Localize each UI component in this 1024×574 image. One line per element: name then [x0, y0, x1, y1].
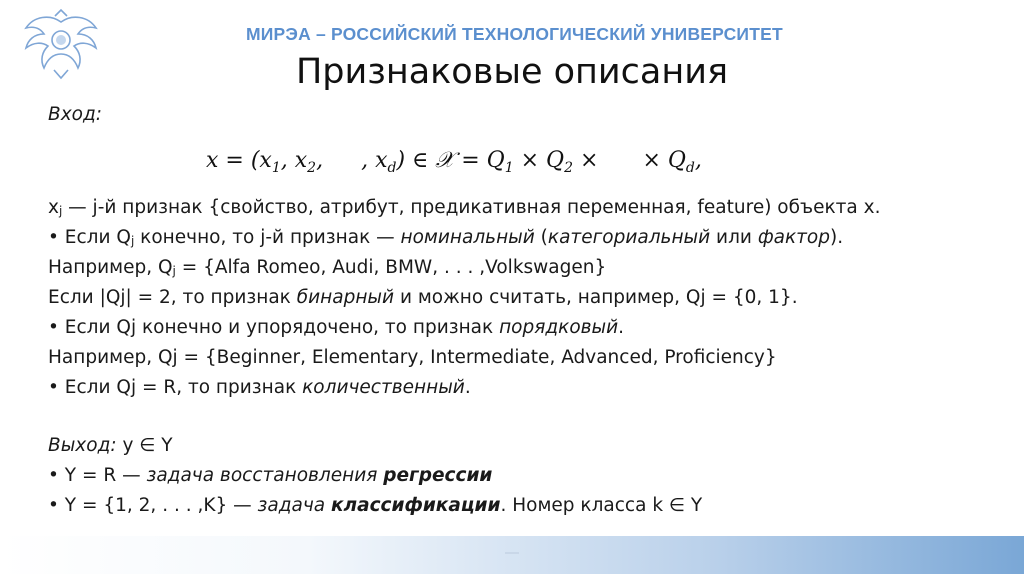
ordinal-definition: • Если Qj конечно и упорядочено, то признак порядковый. [48, 317, 625, 338]
regression-definition: • Y = R — задача восстановления регрессии [48, 465, 493, 486]
feature-definition: xj — j-й признак {свойство, атрибут, предикативная переменная, feature) объекта x. [48, 197, 881, 218]
footer-gradient-bar [0, 536, 1024, 574]
feature-vector-formula: $x = (x_1$, $x_2$, , $x_d$) ∈ 𝒳 = $Q_1 \times Q_2$ × × $Q_d$, [206, 148, 702, 176]
binary-definition: Если |Qj| = 2, то признак бинарный и можно считать, например, Qj = {0, 1}. [48, 287, 798, 308]
footer-mark [505, 552, 519, 554]
output-label: Выход: y ∈ Y [48, 435, 173, 456]
slide-title: Признаковые описания [295, 52, 729, 92]
ordinal-example: Например, Qj = {Beginner, Elementary, Intermediate, Advanced, Proficiency} [48, 347, 777, 368]
nominal-definition: • Если Qj конечно, то j-й признак — номинальный (категориальный или фактор). [48, 227, 844, 248]
slide-body [48, 100, 1008, 521]
university-name: МИРЭА – РОССИЙСКИЙ ТЕХНОЛОГИЧЕСКИЙ УНИВЕРСИТЕТ [246, 24, 783, 44]
nominal-example: Например, Qj = {Alfa Romeo, Audi, BMW, . . . ,Volkswagen} [48, 257, 607, 278]
classification-definition: • Y = {1, 2, . . . ,K} — задача классификации. Номер класса k ∈ Y [48, 495, 703, 516]
input-label: Вход: [48, 104, 102, 125]
quantitative-definition: • Если Qj = R, то признак количественный. [48, 377, 471, 398]
